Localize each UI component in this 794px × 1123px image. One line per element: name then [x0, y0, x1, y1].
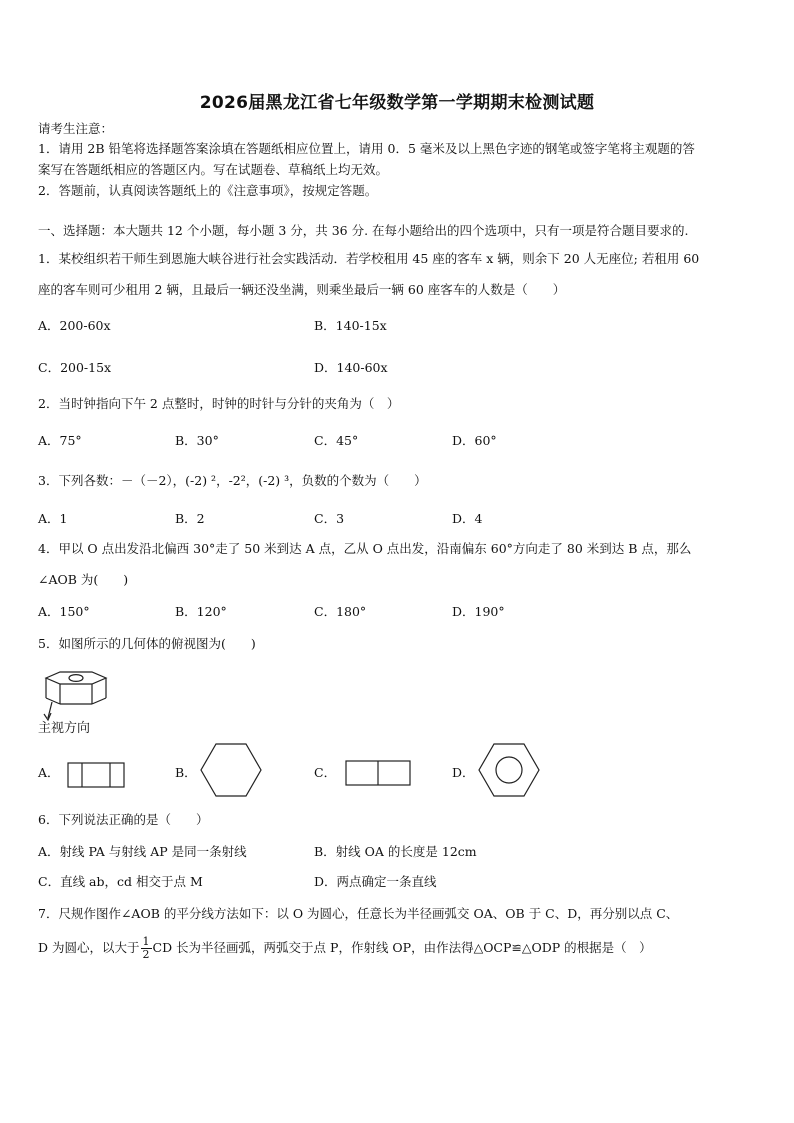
question-3-stem: 3．下列各数：－（－2），(-2) ²，-2²，(-2) ³，负数的个数为（ ） [38, 473, 427, 488]
one-half-fraction [141, 936, 152, 961]
notice-item-1-line-1: 1．请用 2B 铅笔将选择题答案涂填在答题纸相应位置上，请用 0．5 毫米及以上黑色字迹的钢笔或签字笔将主观题的答 [38, 141, 695, 156]
question-3-option-c: C．3 [314, 511, 345, 526]
question-6-option-b: B．射线 OA 的长度是 12cm [314, 844, 477, 859]
question-4-line-1: 4．甲以 O 点出发沿北偏西 30°走了 50 米到达 A 点，乙从 O 点出发，沿南偏东 60°方向走了 80 米到达 B 点，那么 [38, 541, 692, 556]
option-b-hexagon-icon [200, 743, 262, 797]
question-6-option-a: A．射线 PA 与射线 AP 是同一条射线 [38, 844, 247, 859]
question-3-option-b: B．2 [175, 511, 205, 526]
page-title: 2026届黑龙江省七年级数学第一学期期末检测试题 [199, 93, 595, 113]
question-4-line-2: ∠AOB 为( ) [38, 572, 129, 587]
view-direction-arrow [42, 700, 58, 722]
option-c-two-rect-icon [345, 760, 411, 786]
question-1-option-d: D．140-60x [314, 360, 388, 375]
question-2-option-d: D．60° [452, 433, 497, 448]
question-4-option-d: D．190° [452, 604, 505, 619]
question-5-option-c-label: C． [314, 765, 337, 780]
section-heading: 一、选择题：本大题共 12 个小题，每小题 3 分，共 36 分. 在每小题给出的四个选项中，只有一项是符合题目要求的. [38, 223, 689, 238]
option-a-three-rect-icon [67, 762, 125, 788]
question-6-option-d: D．两点确定一条直线 [314, 874, 437, 889]
question-4-option-b: B．120° [175, 604, 227, 619]
question-6-stem: 6．下列说法正确的是（ ） [38, 812, 209, 827]
notice-item-1-line-2: 案写在答题纸相应的答题区内。写在试题卷、草稿纸上均无效。 [38, 162, 389, 177]
question-2-option-c: C．45° [314, 433, 359, 448]
question-1-line-1: 1．某校组织若干师生到恩施大峡谷进行社会实践活动．若学校租用 45 座的客车 x 辆，则余下 20 人无座位; 若租用 60 [38, 251, 700, 266]
question-4-option-a: A．150° [38, 604, 90, 619]
option-d-hexagon-circle-icon [478, 743, 540, 797]
question-1-option-a: A．200-60x [38, 318, 111, 333]
question-1-option-b: B．140-15x [314, 318, 387, 333]
question-7-line-2 [38, 932, 652, 964]
question-7-line-1: 7．尺规作图作∠AOB 的平分线方法如下：以 O 为圆心，任意长为半径画弧交 OA、OB 于 C、D，再分别以点 C、 [38, 906, 679, 921]
question-5-option-a-label: A． [38, 765, 60, 780]
question-5-option-d-label: D． [452, 765, 475, 780]
question-2-option-b: B．30° [175, 433, 219, 448]
question-3-option-a: A．1 [38, 511, 68, 526]
question-2-stem: 2．当时钟指向下午 2 点整时，时钟的时针与分针的夹角为（ ） [38, 396, 400, 411]
question-5-option-b-label: B． [175, 765, 197, 780]
question-6-option-c: C．直线 ab，cd 相交于点 M [38, 874, 203, 889]
question-7-line-2-part-a: D 为圆心，以大于 [38, 940, 140, 955]
notice-item-2: 2．答题前，认真阅读答题纸上的《注意事项》，按规定答题。 [38, 183, 378, 198]
view-direction-caption: 主视方向 [38, 721, 91, 736]
notice-heading: 请考生注意： [38, 121, 114, 136]
fraction-numerator: 1 [142, 935, 150, 948]
question-5-stem: 5．如图所示的几何体的俯视图为( ) [38, 636, 256, 651]
fraction-denominator: 2 [142, 948, 150, 961]
question-1-line-2: 座的客车则可少租用 2 辆，且最后一辆还没坐满，则乘坐最后一辆 60 座客车的人数是（ ） [38, 282, 566, 297]
question-2-option-a: A．75° [38, 433, 82, 448]
question-3-option-d: D．4 [452, 511, 483, 526]
question-4-option-c: C．180° [314, 604, 367, 619]
question-1-option-c: C．200-15x [38, 360, 112, 375]
question-7-line-2-part-b: CD 长为半径画弧，两弧交于点 P，作射线 OP，由作法得△OCP≌△ODP 的根据是（ ） [152, 940, 652, 955]
